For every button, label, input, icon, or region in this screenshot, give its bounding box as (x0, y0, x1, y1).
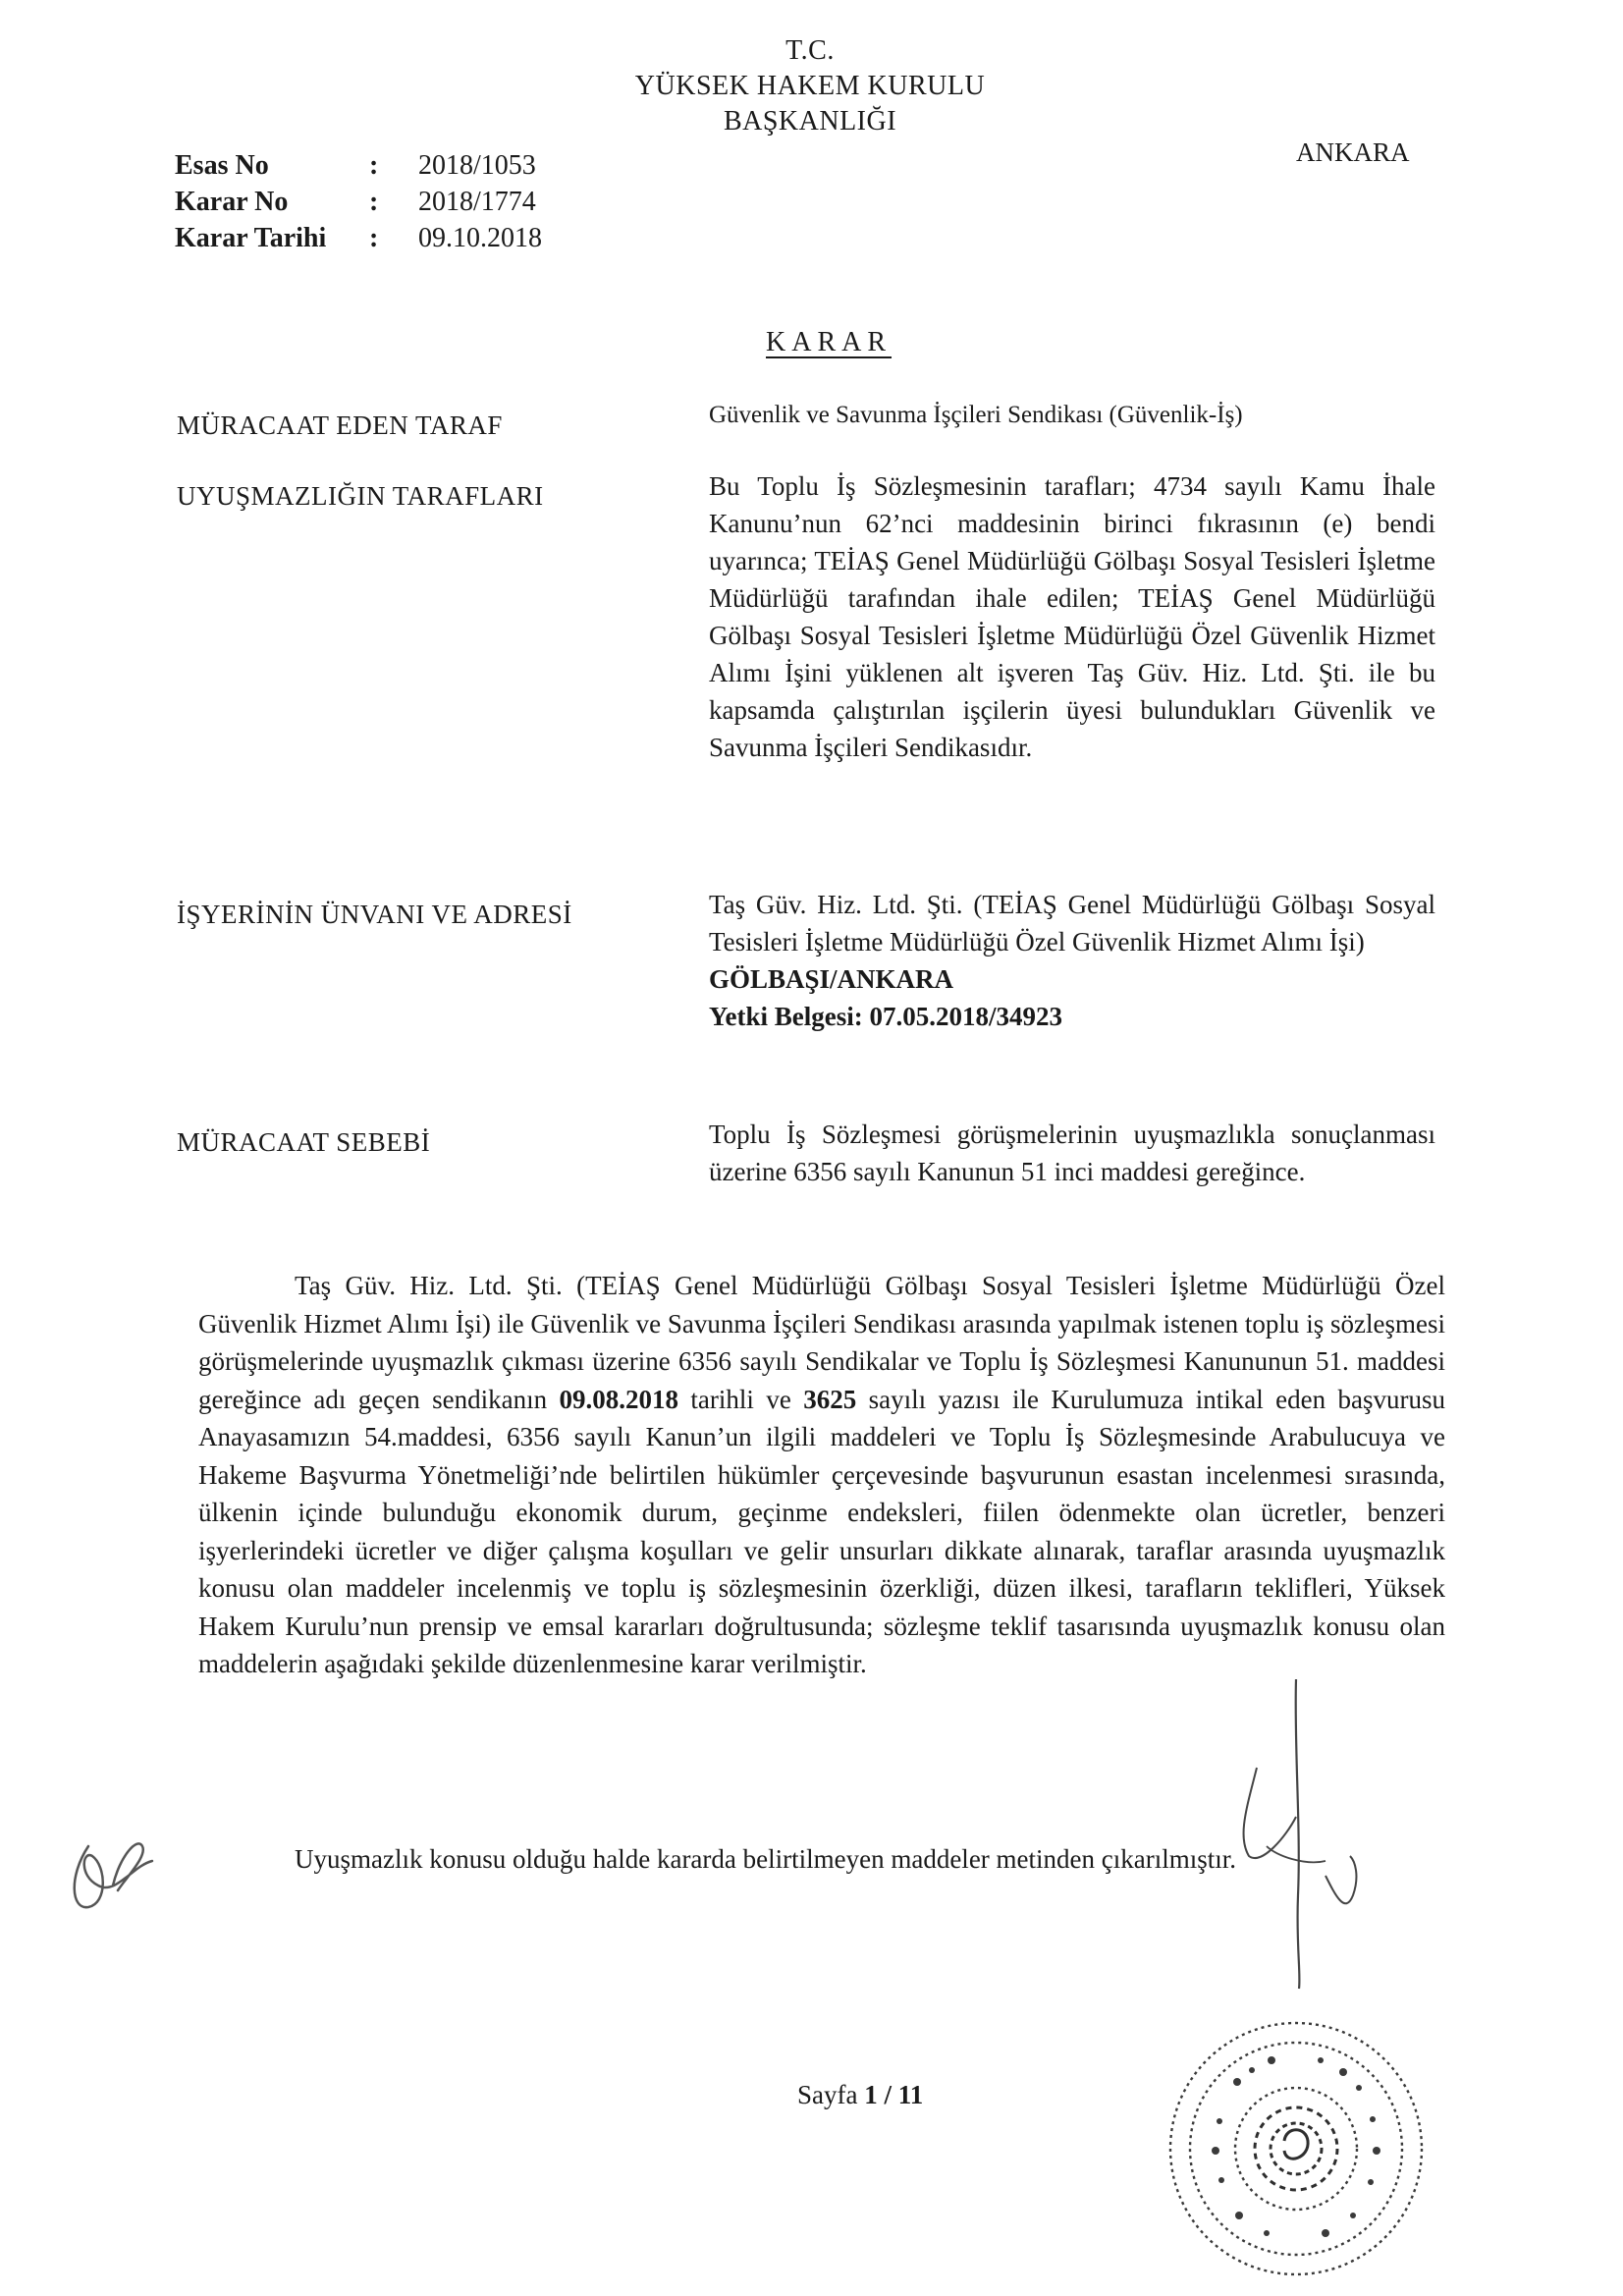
body-p1-part-b: tarihli ve (678, 1384, 804, 1414)
meta-colon: : (369, 223, 379, 253)
meta-colon: : (369, 150, 379, 181)
signature-mark (1178, 1669, 1375, 1994)
handwritten-initials (59, 1817, 177, 1935)
body-p1-number: 3625 (803, 1384, 857, 1414)
body-p1-date: 09.08.2018 (559, 1384, 679, 1414)
page-number-prefix: Sayfa (797, 2080, 865, 2109)
meta-esas-label: Esas No (175, 150, 269, 181)
workplace-name: Taş Güv. Hiz. Ltd. Şti. (TEİAŞ Genel Müdürlüğü Gölbaşı Sosyal Tesisleri İşletme Müdürlüğü Özel Güvenlik Hizmet Alımı İşi) (709, 890, 1435, 957)
decision-title: KARAR (766, 327, 893, 357)
header-department: BAŞKANLIĞI (723, 106, 897, 137)
body-p1-part-a: Taş Güv. Hiz. Ltd. Şti. (TEİAŞ Genel Müdürlüğü Gölbaşı Sosyal Tesisleri İşletme Müdürlüğü Özel Güvenlik Hizmet Alımı İşi) ile Güvenlik ve Savunma İşçileri Sendikası arasında yapılmak istenen toplu iş sözleşmesi görüşmelerinde uyuşmazlık çıkması üzerine 6356 sayılı Sendikalar ve Toplu İş Sözleşmesi Kanununun 51. maddesi gereğince adı geçen sendikanın (198, 1271, 1445, 1414)
meta-esas-row (175, 150, 536, 182)
section-label-workplace: İŞYERİNİN ÜNVANI VE ADRESİ (177, 900, 572, 929)
page-number (797, 2080, 923, 2110)
section-text-applicant: Güvenlik ve Savunma İşçileri Sendikası (Güvenlik-İş) (709, 402, 1243, 428)
body-paragraph-2: Uyuşmazlık konusu olduğu halde kararda belirtilmeyen maddeler metinden çıkarılmıştır. (295, 1844, 1236, 1874)
header-city: ANKARA (1296, 137, 1410, 167)
meta-colon: : (369, 187, 379, 217)
section-label-reason: MÜRACAAT SEBEBİ (177, 1127, 431, 1157)
section-label-applicant: MÜRACAAT EDEN TARAF (177, 410, 503, 440)
section-text-reason: Toplu İş Sözleşmesi görüşmelerinin uyuşmazlıkla sonuçlanması üzerine 6356 sayılı Kanunun 51 inci maddesi gereğince. (709, 1120, 1435, 1186)
meta-karar-label: Karar No (175, 187, 289, 217)
section-text-workplace (709, 886, 1435, 1035)
page-number-value: 1 / 11 (864, 2080, 924, 2109)
section-text-parties: Bu Toplu İş Sözleşmesinin tarafları; 4734 sayılı Kamu İhale Kanunu’nun 62’nci maddesinin birinci fıkrasının (e) bendi uyarınca; TEİAŞ Genel Müdürlüğü Gölbaşı Sosyal Tesisleri İşletme Müdürlüğü tarafından ihale edilen; TEİAŞ Genel Müdürlüğü Gölbaşı Sosyal Tesisleri İşletme Müdürlüğü Özel Güvenlik Hizmet Alımı İşini yüklenen alt işveren Taş Güv. Hiz. Ltd. Şti. ile bu kapsamda çalıştırılan işçilerin üyesi bulundukları Güvenlik ve Savunma İşçileri Sendikasıdır. (709, 471, 1435, 762)
section-label-parties: UYUŞMAZLIĞIN TARAFLARI (177, 481, 544, 511)
header-tc: T.C. (785, 35, 835, 66)
meta-tarih-value: 09.10.2018 (418, 223, 542, 253)
official-seal-stamp (1149, 2003, 1443, 2288)
header-institution: YÜKSEK HAKEM KURULU (634, 71, 986, 101)
workplace-authorization: Yetki Belgesi: 07.05.2018/34923 (709, 1002, 1062, 1031)
meta-tarih-label: Karar Tarihi (175, 223, 327, 253)
meta-karar-row (175, 187, 536, 218)
body-p1-part-c: sayılı yazısı ile Kurulumuza intikal eden başvurusu Anayasamızın 54.maddesi, 6356 sayılı Kanun’un ilgili maddeleri ve Toplu İş Sözleşmesinde Arabulucuya ve Hakeme Başvurma Yönetmeliği’nde belirtilen hükümler çerçevesinde başvurunun esastan incelenmesi sırasında, ülkenin içinde bulunduğu ekonomik durum, geçinme endeksleri, fiilen ödenmekte olan ücretler, benzeri işyerlerindeki ücretler ve diğer çalışma koşulları ve gelir unsurları dikkate alınarak, taraflar arasında uyuşmazlık konusu olan maddeler incelenmiş ve toplu iş sözleşmesinin özerkliği, düzen ilkesi, tarafların teklifleri, Yüksek Hakem Kurulu’nun prensip ve emsal kararları doğrultusunda; sözleşme teklif tasarısında uyuşmazlık konusu olan maddelerin aşağıdaki şekilde düzenlenmesine karar verilmiştir. (198, 1384, 1446, 1678)
body-paragraph-1 (198, 1267, 1445, 1683)
meta-esas-value: 2018/1053 (418, 150, 536, 181)
meta-karar-value: 2018/1774 (418, 187, 536, 217)
workplace-city: GÖLBAŞI/ANKARA (709, 964, 954, 994)
meta-tarih-row (175, 223, 542, 254)
